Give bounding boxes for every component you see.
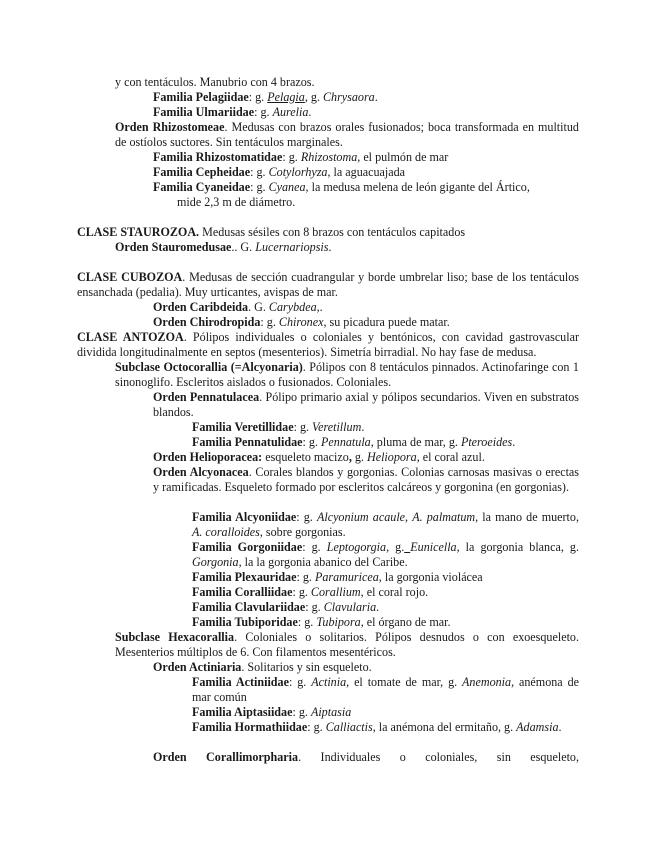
orden-stauromedusae: Orden Stauromedusae.. G. Lucernariopsis. (115, 240, 332, 254)
text-line: y con tentáculos. Manubrio con 4 brazos. (115, 75, 315, 89)
familia-ulmariidae: Familia Ulmariidae: g. Aurelia. (153, 105, 312, 119)
familia-veretillidae: Familia Veretillidae: g. Veretillum. (192, 420, 365, 434)
familia-actiniidae: Familia Actiniidae: g. Actinia, el tomate de mar, g. Anemonia, anémona de mar común (192, 675, 579, 704)
clase-cubozoa: CLASE CUBOZOA. Medusas de sección cuadrangular y borde umbrelar liso; base de los tentáculos ensanchada (pedalia). Muy urticantes, avispas de mar. (77, 270, 579, 299)
orden-helioporacea: Orden Helioporacea: esqueleto macizo, g. Heliopora, el coral azul. (153, 450, 485, 464)
familia-cepheidae: Familia Cepheidae: g. Cotylorhyza, la aguacuajada (153, 165, 406, 179)
subclase-octocorallia: Subclase Octocorallia (=Alcyonaria). Pólipos con 8 tentáculos pinnados. Actinofaringe con 1 sinonoglifo. Escleritos aislados o fusionados. Coloniales. (115, 360, 579, 389)
familia-cyaneidae: Familia Cyaneidae: g. Cyanea, la medusa melena de león gigante del Ártico, (153, 180, 530, 194)
subclase-hexacorallia: Subclase Hexacorallia. Coloniales o solitarios. Pólipos desnudos o con exoesqueleto. Mesenterios múltiplos de 6. Con filamentos mesentéricos. (115, 630, 579, 659)
continuation-line (77, 75, 579, 90)
familia-plexauridae: Familia Plexauridae: g. Paramuricea, la gorgonia violácea (192, 570, 483, 584)
familia-hormathiidae: Familia Hormathiidae: g. Calliactis, la anémona del ermitaño, g. Adamsia. (192, 720, 562, 734)
familia-clavulariidae: Familia Clavulariidae: g. Clavularia. (192, 600, 380, 614)
familia-rhizostomatidae: Familia Rhizostomatidae: g. Rhizostoma, el pulmón de mar (153, 150, 449, 164)
familia-tubiporidae: Familia Tubiporidae: g. Tubipora, el órgano de mar. (192, 615, 451, 629)
clase-staurozoa: CLASE STAUROZOA. Medusas sésiles con 8 brazos con tentáculos capitados (77, 225, 466, 239)
familia-alcyoniidae: Familia Alcyoniidae: g. Alcyonium acaule, A. palmatum, la mano de muerto, A. coralloides, sobre gorgonias. (192, 510, 579, 539)
orden-corallimorpharia: Orden Corallimorpharia. Individuales o coloniales, sin esqueleto, (153, 750, 579, 764)
familia-pelagiidae: Familia Pelagiidae: g. Pelagia, g. Chrysaora. (153, 90, 378, 104)
orden-rhizostomeae: Orden Rhizostomeae. Medusas con brazos orales fusionados; boca transformada en multitud de ostíolos suctores. Sin tentáculos marginales. (115, 120, 579, 149)
orden-caribdeida: Orden Caribdeida. G. Carybdea,. (153, 300, 323, 314)
orden-alcyonacea: Orden Alcyonacea. Corales blandos y gorgonias. Colonias carnosas masivas o erectas y ramificadas. Esqueleto formado por escleritos calcáreos y gorgonina (en gorgonias). (153, 465, 579, 494)
cyaneidae-continuation: mide 2,3 m de diámetro. (177, 195, 296, 209)
orden-chirodropida: Orden Chirodropida: g. Chironex, su picadura puede matar. (153, 315, 450, 329)
orden-pennatulacea: Orden Pennatulacea. Pólipo primario axial y pólipos secundarios. Viven en substratos blandos. (153, 390, 579, 419)
orden-actiniaria: Orden Actiniaria. Solitarios y sin esqueleto. (153, 660, 372, 674)
familia-aiptasiidae: Familia Aiptasiidae: g. Aiptasia (192, 705, 352, 719)
familia-pennatulidae: Familia Pennatulidae: g. Pennatula, pluma de mar, g. Pteroeides. (192, 435, 516, 449)
clase-antozoa: CLASE ANTOZOA. Pólipos individuales o coloniales y bentónicos, con cavidad gastrovascular dividida longitudinalmente en septos (mesenterios). Simetría birradial. No hay fase de medusa. (77, 330, 579, 359)
familia-gorgoniidae: Familia Gorgoniidae: g. Leptogorgia, g. Eunicella, la gorgonia blanca, g. Gorgonia, la la gorgonia abanico del Caribe. (192, 540, 579, 569)
familia-coralliidae: Familia Coralliidae: g. Corallium, el coral rojo. (192, 585, 429, 599)
